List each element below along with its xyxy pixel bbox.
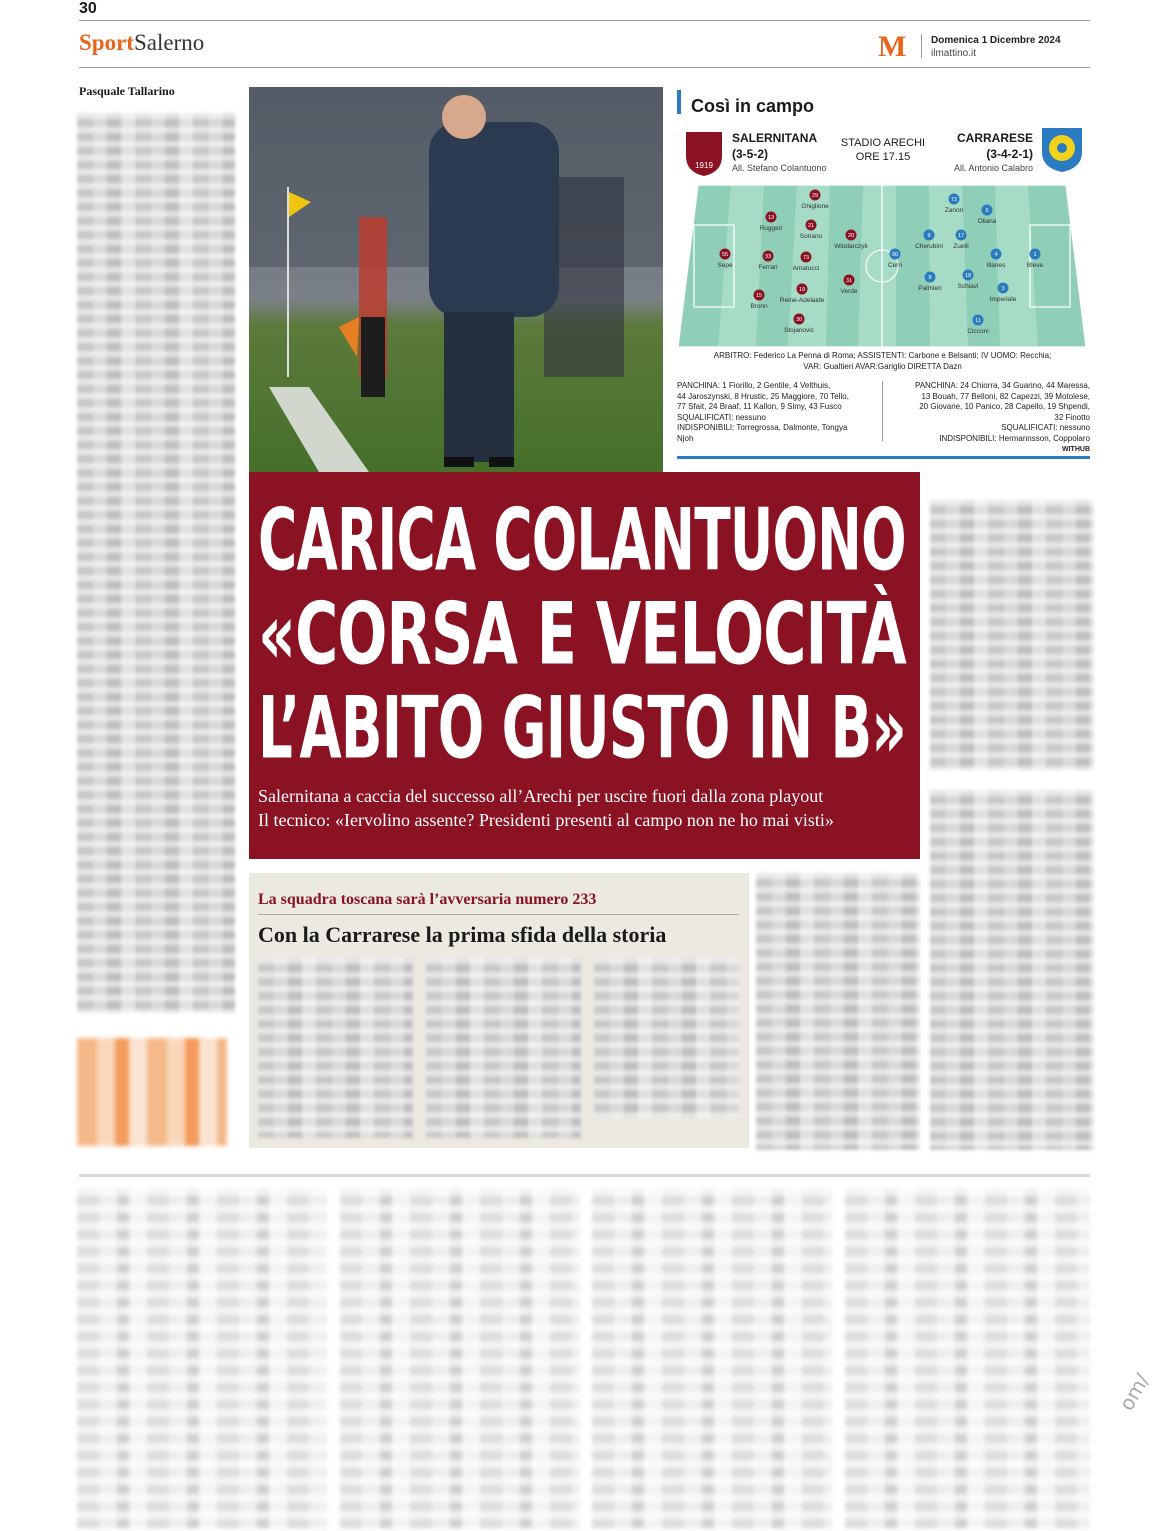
author-name: Pasquale Tallarino xyxy=(79,84,175,98)
away-bench-line: 13 Bouah, 77 Belloni, 82 Capezzi, 39 Motolese, xyxy=(921,391,1090,401)
date-separator xyxy=(921,34,922,58)
home-bench xyxy=(677,381,877,444)
home-player-name: Stojanovic xyxy=(784,327,814,334)
home-player-number: 13 xyxy=(767,215,775,222)
away-bench-line: INDISPONIBILI: Hermannsson, Coppolaro xyxy=(939,433,1090,443)
officials-line-2: VAR: Gualtieri AVAR:Gariglio DIRETTA Dazn xyxy=(803,362,962,371)
home-bench-line: SQUALIFICATI: nessuno xyxy=(677,412,766,422)
home-bench-line: PANCHINA: 1 Fiorillo, 2 Gentile, 4 Velthuis, xyxy=(677,381,831,390)
blurred-sidebar-text xyxy=(426,958,581,1138)
home-player-name: Ruggeri xyxy=(759,225,783,232)
sidebar-kicker: La squadra toscana sarà l’avversaria numero 233 xyxy=(258,891,597,908)
away-player-number: 72 xyxy=(950,197,958,204)
home-player-name: Wlodarczyk xyxy=(834,243,868,250)
home-player-number: 15 xyxy=(755,293,763,300)
away-player-number: 6 xyxy=(985,208,989,215)
section-city: Salerno xyxy=(133,30,205,55)
watermark: om/ xyxy=(1114,1369,1155,1415)
away-player-name: Imperiale xyxy=(989,296,1017,303)
sidebar-rule xyxy=(258,914,739,915)
header-rule xyxy=(79,67,1090,68)
away-player-name: Cicconi xyxy=(967,328,989,335)
home-module: (3-5-2) xyxy=(732,147,769,161)
sidebar-title: Con la Carrarese la prima sfida della storia xyxy=(258,922,667,947)
away-player-number: 8 xyxy=(928,275,932,282)
crest-year: 1919 xyxy=(695,161,713,170)
blurred-article-column xyxy=(930,790,1094,1150)
blurred-results-table xyxy=(592,1188,832,1528)
home-player-name: Soriano xyxy=(799,233,823,240)
stadium-name: STADIO ARECHI xyxy=(840,137,926,149)
home-player-number: 55 xyxy=(721,252,729,259)
away-player-number: 4 xyxy=(994,252,998,259)
home-player-number: 19 xyxy=(798,287,806,294)
away-player-name: Zanon xyxy=(944,207,964,214)
away-module: (3-4-2-1) xyxy=(986,147,1033,161)
pitch-diagram xyxy=(678,185,1086,347)
salernitana-crest-icon xyxy=(682,128,726,178)
home-player-name: Amatucci xyxy=(792,265,820,272)
bench-divider xyxy=(882,381,883,441)
section-title xyxy=(79,30,204,56)
kickoff-time: ORE 17.15 xyxy=(855,151,911,163)
headline-line-3: L’ABITO GIUSTO IN B» xyxy=(258,678,906,778)
away-player-number: 18 xyxy=(964,273,972,280)
away-player-number: 17 xyxy=(957,233,965,240)
match-venue xyxy=(830,136,936,164)
subheadline-1: Salernitana a caccia del successo all’Arechi per uscire fuori dalla zona playout xyxy=(258,786,824,806)
away-bench xyxy=(890,381,1090,444)
home-player-number: 29 xyxy=(811,193,819,200)
blurred-sidebar-text xyxy=(594,958,739,1118)
carrarese-crest-icon xyxy=(1038,124,1086,174)
home-team-name: SALERNITANA xyxy=(732,131,818,145)
newspaper-logo: M xyxy=(878,30,907,63)
home-bench-line: Njoh xyxy=(677,433,694,443)
blurred-ad-box xyxy=(77,1038,227,1146)
away-player-name: Cerri xyxy=(887,262,903,269)
away-player-number: 90 xyxy=(891,252,899,259)
graphic-credit: WITHUB xyxy=(1062,446,1090,453)
officials-line-1: ARBITRO: Federico La Penna di Roma; ASSISTENTI: Carbone e Belsanti; IV UOMO: Recchia; xyxy=(713,351,1052,360)
top-rule xyxy=(79,20,1090,21)
blurred-sidebar-text xyxy=(258,958,413,1138)
away-player-name: Schiavi xyxy=(957,283,979,290)
away-player-name: Illanes xyxy=(986,262,1006,269)
home-player-name: Ferrari xyxy=(758,264,778,271)
lineup-bottom-rule xyxy=(677,456,1090,459)
home-coach: All. Stefano Colantuono xyxy=(732,163,827,173)
away-bench-line: 20 Giovane, 10 Panico, 28 Capello, 19 Shpendi, xyxy=(919,402,1090,411)
away-player-number: 11 xyxy=(975,318,981,325)
blurred-results-table xyxy=(845,1188,1090,1528)
headline-line-1: CARICA COLANTUONO xyxy=(258,490,906,590)
away-player-name: Oliana xyxy=(977,218,997,225)
lineup-title: Così in campo xyxy=(691,96,815,116)
home-player-name: Verde xyxy=(840,288,858,295)
home-player-name: Bronn xyxy=(750,303,768,310)
away-player-name: Zuelli xyxy=(953,243,969,250)
away-player-name: Bleve xyxy=(1026,262,1044,269)
blurred-article-column xyxy=(756,873,920,1150)
home-bench-line: 77 Sfait, 24 Braaf, 11 Kallon, 9 Simy, 43 Fusco xyxy=(677,402,842,411)
blurred-results-table xyxy=(77,1188,327,1528)
home-player-number: 20 xyxy=(847,233,855,240)
coach-photo xyxy=(249,87,663,472)
blurred-results-table xyxy=(340,1188,580,1528)
page-number: 30 xyxy=(79,0,97,17)
away-player-number: 1 xyxy=(1033,252,1037,259)
home-player-number: 73 xyxy=(802,255,810,262)
home-player-number: 33 xyxy=(764,254,772,261)
home-player-number: 21 xyxy=(807,223,815,230)
away-coach: All. Antonio Calabro xyxy=(953,163,1033,173)
home-player-number: 30 xyxy=(795,317,803,324)
away-bench-line: PANCHINA: 24 Chiorra, 34 Guarino, 44 Maressa, xyxy=(914,381,1090,390)
home-player-number: 31 xyxy=(845,278,853,285)
away-bench-line: SQUALIFICATI: nessuno xyxy=(1001,423,1090,432)
blurred-article-column xyxy=(930,500,1094,770)
home-player-name: Reine-Adelaide xyxy=(779,297,825,304)
away-player-number: 3 xyxy=(1001,286,1005,293)
lineup-accent xyxy=(677,90,681,114)
away-player-name: Cherubini xyxy=(915,243,943,250)
blurred-article-column xyxy=(77,113,235,1013)
home-bench-line: INDISPONIBILI: Torregrossa, Dalmonte, Tongya xyxy=(677,423,848,432)
section-sport: Sport xyxy=(79,30,134,55)
home-player-name: Ghiglione xyxy=(801,203,829,210)
bottom-separator xyxy=(79,1174,1090,1177)
away-team-name: CARRARESE xyxy=(956,131,1033,145)
subheadline-2: Il tecnico: «Iervolino assente? Presidenti presenti al campo non ne ho mai visti» xyxy=(258,810,834,830)
away-bench-line: 32 Finotto xyxy=(1054,412,1090,422)
away-player-name: Palmieri xyxy=(918,285,942,292)
site-url: ilmattino.it xyxy=(931,48,977,59)
home-player-name: Sepe xyxy=(717,262,733,269)
headline-line-2: «CORSA E VELOCITÀ xyxy=(258,584,906,684)
home-bench-line: 44 Jaroszynski, 8 Hrustic, 25 Maggiore, 70 Tello, xyxy=(677,391,849,401)
issue-date: Domenica 1 Dicembre 2024 xyxy=(931,35,1061,46)
away-player-number: 9 xyxy=(927,233,931,240)
